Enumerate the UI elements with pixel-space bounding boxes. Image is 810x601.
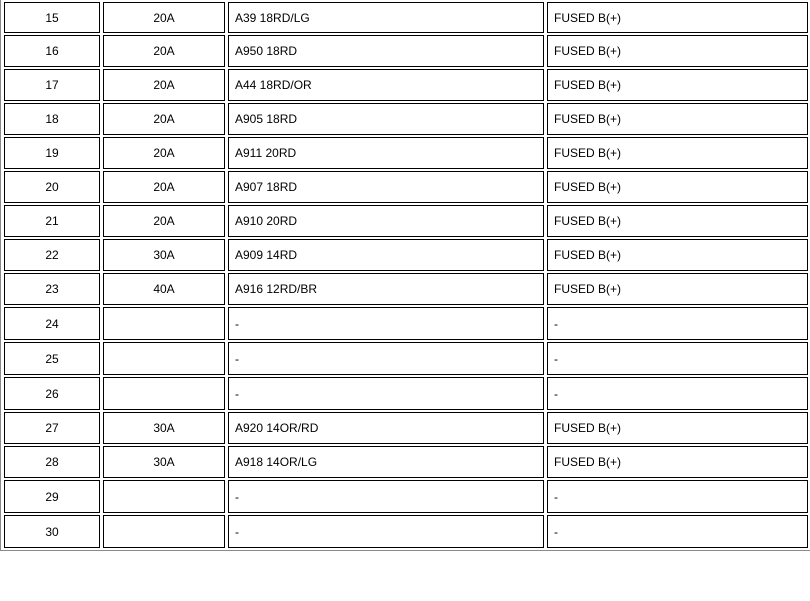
circuit-cell: A916 12RD/BR (228, 273, 544, 305)
table-row (4, 35, 808, 67)
rating-cell: 20A (103, 35, 225, 67)
circuit-cell: - (228, 377, 544, 410)
rating-cell (103, 515, 225, 548)
circuit-cell: A907 18RD (228, 171, 544, 203)
description-cell: FUSED B(+) (547, 137, 808, 169)
circuit-cell: - (228, 307, 544, 340)
table-row (4, 137, 808, 169)
description-cell: FUSED B(+) (547, 2, 808, 33)
circuit-cell: A950 18RD (228, 35, 544, 67)
rating-cell: 40A (103, 273, 225, 305)
table-row (4, 342, 808, 375)
table-row (4, 412, 808, 444)
circuit-cell: A905 18RD (228, 103, 544, 135)
cavity-cell: 21 (4, 205, 100, 237)
circuit-cell: A909 14RD (228, 239, 544, 271)
description-cell: FUSED B(+) (547, 446, 808, 478)
cavity-cell: 30 (4, 515, 100, 548)
description-cell: FUSED B(+) (547, 35, 808, 67)
description-cell: - (547, 377, 808, 410)
rating-cell: 20A (103, 103, 225, 135)
circuit-cell: - (228, 515, 544, 548)
description-cell: FUSED B(+) (547, 205, 808, 237)
circuit-cell: A44 18RD/OR (228, 69, 544, 101)
description-cell: FUSED B(+) (547, 171, 808, 203)
rating-cell: 30A (103, 239, 225, 271)
description-cell: FUSED B(+) (547, 69, 808, 101)
cavity-cell: 17 (4, 69, 100, 101)
table-row (4, 103, 808, 135)
cavity-cell: 22 (4, 239, 100, 271)
circuit-cell: - (228, 342, 544, 375)
table-row (4, 273, 808, 305)
description-cell: FUSED B(+) (547, 103, 808, 135)
table-row (4, 69, 808, 101)
cavity-cell: 20 (4, 171, 100, 203)
description-cell: FUSED B(+) (547, 412, 808, 444)
cavity-cell: 27 (4, 412, 100, 444)
description-cell: - (547, 515, 808, 548)
table-row (4, 239, 808, 271)
table-row (4, 446, 808, 478)
rating-cell: 30A (103, 412, 225, 444)
table-row (4, 2, 808, 33)
rating-cell: 20A (103, 205, 225, 237)
circuit-cell: A910 20RD (228, 205, 544, 237)
circuit-cell: A911 20RD (228, 137, 544, 169)
circuit-cell: A39 18RD/LG (228, 2, 544, 33)
cavity-cell: 25 (4, 342, 100, 375)
table-row (4, 377, 808, 410)
rating-cell (103, 377, 225, 410)
rating-cell: 20A (103, 137, 225, 169)
circuit-cell: A920 14OR/RD (228, 412, 544, 444)
circuit-cell: A918 14OR/LG (228, 446, 544, 478)
description-cell: - (547, 307, 808, 340)
cavity-cell: 15 (4, 2, 100, 33)
table-row (4, 515, 808, 548)
cavity-cell: 16 (4, 35, 100, 67)
circuit-cell: - (228, 480, 544, 513)
description-cell: FUSED B(+) (547, 273, 808, 305)
cavity-cell: 19 (4, 137, 100, 169)
cavity-cell: 26 (4, 377, 100, 410)
rating-cell: 30A (103, 446, 225, 478)
table-row (4, 480, 808, 513)
rating-cell (103, 480, 225, 513)
rating-cell (103, 342, 225, 375)
rating-cell: 20A (103, 69, 225, 101)
cavity-cell: 29 (4, 480, 100, 513)
description-cell: FUSED B(+) (547, 239, 808, 271)
rating-cell: 20A (103, 2, 225, 33)
cavity-cell: 18 (4, 103, 100, 135)
description-cell: - (547, 480, 808, 513)
table-row (4, 171, 808, 203)
description-cell: - (547, 342, 808, 375)
rating-cell: 20A (103, 171, 225, 203)
cavity-cell: 23 (4, 273, 100, 305)
cavity-cell: 24 (4, 307, 100, 340)
table-row (4, 205, 808, 237)
rating-cell (103, 307, 225, 340)
table-row (4, 307, 808, 340)
cavity-cell: 28 (4, 446, 100, 478)
